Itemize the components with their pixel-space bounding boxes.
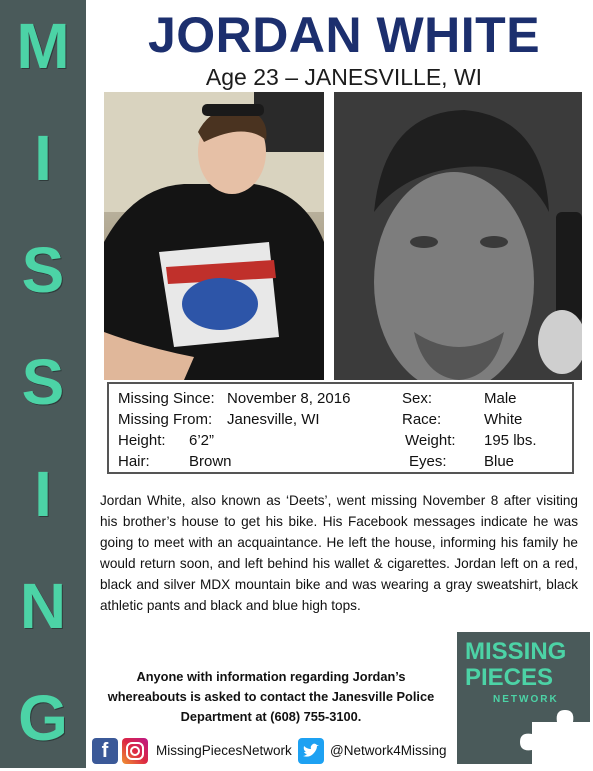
twitter-glyph <box>298 738 324 764</box>
sidebar-letter: M <box>16 10 70 82</box>
hair-label: Hair: <box>118 453 150 470</box>
weight-label: Weight: <box>405 432 456 449</box>
sidebar-letter: I <box>34 122 52 194</box>
facebook-instagram-handle[interactable]: MissingPiecesNetwork <box>156 743 292 758</box>
race-value: White <box>484 411 523 428</box>
logo-line-2: PIECES <box>465 664 554 691</box>
missing-since-value: November 8, 2016 <box>227 390 351 407</box>
photo-portrait-right <box>334 92 582 380</box>
instagram-icon[interactable] <box>122 738 148 764</box>
height-label: Height: <box>118 432 166 449</box>
twitter-icon[interactable] <box>298 738 324 764</box>
sex-label: Sex: <box>402 390 433 407</box>
eyes-label: Eyes: <box>409 453 447 470</box>
missing-from-value: Janesville, WI <box>227 411 320 428</box>
sidebar-letter: G <box>18 682 68 754</box>
sidebar-letter: N <box>19 570 67 642</box>
person-name: JORDAN WHITE <box>147 7 541 63</box>
facebook-icon[interactable]: f <box>92 738 118 764</box>
logo-line-3: NETWORK <box>493 694 559 705</box>
details-box <box>107 382 574 474</box>
weight-value: 195 lbs. <box>484 432 537 449</box>
sidebar-letter: S <box>21 346 65 418</box>
race-label: Race: <box>402 411 442 428</box>
logo-line-1: MISSING <box>465 638 567 665</box>
sidebar-letter: I <box>34 458 52 530</box>
puzzle-piece-icon <box>457 632 590 764</box>
hair-value: Brown <box>189 453 232 470</box>
eyes-value: Blue <box>484 453 515 470</box>
contact-info: Anyone with information regarding Jordan’s whereabouts is asked to contact the Janesville Police Department at (608) 755-3100. <box>107 669 435 724</box>
social-bar <box>92 738 454 766</box>
missing-pieces-logo <box>457 632 590 764</box>
missing-since-label: Missing Since: <box>118 390 215 407</box>
photo-portrait-left <box>104 92 324 380</box>
age-location: Age 23 – JANESVILLE, WI <box>205 64 483 90</box>
twitter-handle[interactable]: @Network4Missing <box>330 743 447 758</box>
person-selfie-drawing <box>334 92 582 380</box>
person-photo-drawing <box>104 92 324 380</box>
missing-from-label: Missing From: <box>118 411 213 428</box>
case-description: Jordan White, also known as ‘Deets’, went missing November 8 after visiting his brother’s house to get his bike. His Facebook messages indicate he was going to meet with an acquaintance. He left the house, informing his family he would return soon, and left behind his wallet & cigarettes. Jordan left on a red, black and silver MDX mountain bike and was wearing a gray sweatshirt, black athletic pants and black and blue high tops. <box>100 493 578 613</box>
missing-sidebar <box>0 0 86 768</box>
sidebar-letter: S <box>21 234 65 306</box>
instagram-glyph <box>122 738 148 764</box>
height-value: 6’2” <box>189 432 215 449</box>
sex-value: Male <box>484 390 517 407</box>
